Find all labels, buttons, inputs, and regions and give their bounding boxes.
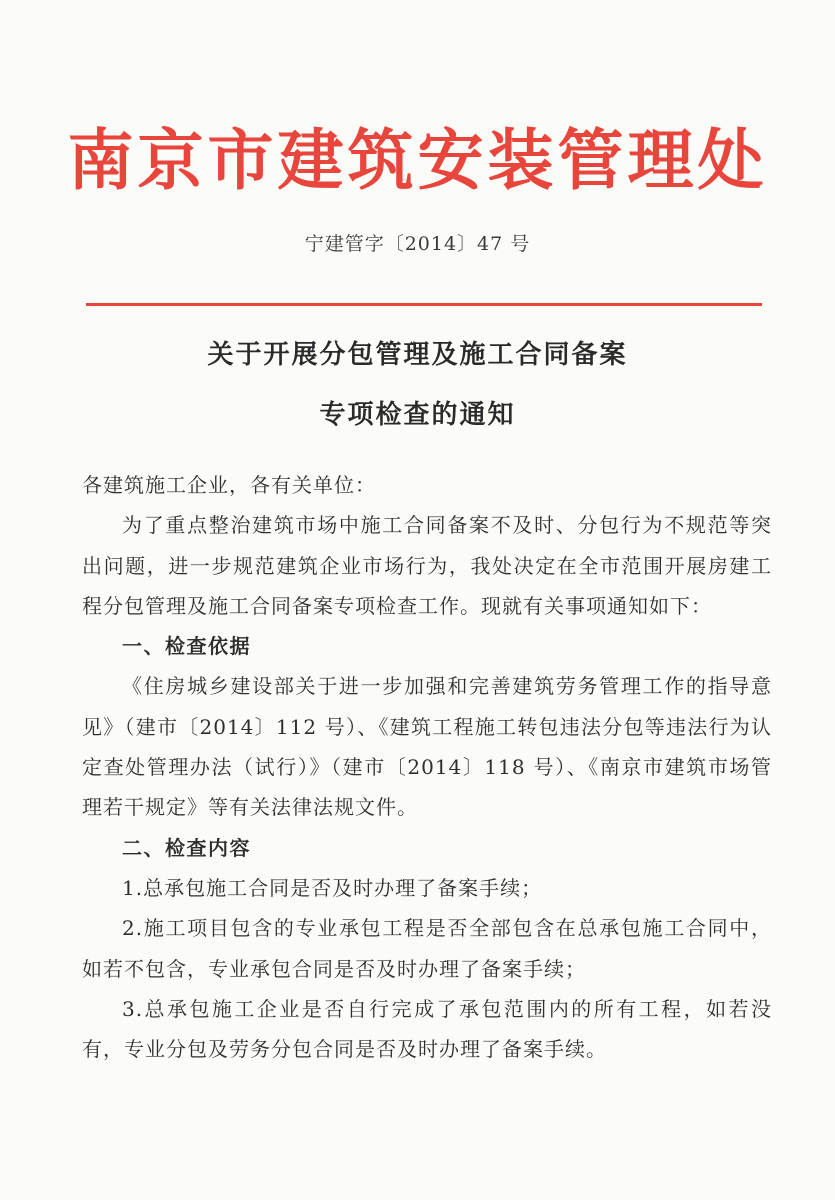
check-item-1: 1.总承包施工合同是否及时办理了备案手续；	[122, 875, 543, 900]
notice-title-line-1: 关于开展分包管理及施工合同备案	[207, 340, 628, 370]
section-heading-basis: 一、检查依据	[122, 634, 251, 659]
letterhead-divider	[86, 303, 762, 306]
notice-body	[82, 465, 772, 1069]
notice-title-line-2: 专项检查的通知	[319, 400, 516, 430]
check-item-3: 3.总承包施工企业是否自行完成了承包范围内的所有工程，如若没有，专业分包及劳务分包合同是否及时办理了备案手续。	[82, 996, 772, 1062]
section-paragraph: 《住房城乡建设部关于进一步加强和完善建筑劳务管理工作的指导意见》（建市〔2014〕112 号）、《建筑工程施工转包违法分包等违法行为认定查处管理办法（试行）》（建市〔2014〕118 号）、《南京市建筑市场管理若干规定》等有关法律法规文件。	[82, 674, 772, 820]
letterhead-org-name: 南京市建筑安装管理处	[67, 121, 768, 199]
salutation: 各建筑施工企业，各有关单位：	[82, 473, 376, 497]
check-item-2: 2.施工项目包含的专业承包工程是否全部包含在总承包施工合同中，如若不包含，专业承包合同是否及时办理了备案手续；	[82, 916, 772, 981]
section-heading-content: 二、检查内容	[122, 835, 251, 860]
intro-paragraph: 为了重点整治建筑市场中施工合同备案不及时、分包行为不规范等突出问题，进一步规范建筑企业市场行为，我处决定在全市范围开展房建工程分包管理及施工合同备案专项检查工作。现就有关事项通知如下：	[82, 513, 772, 618]
document-number: 宁建管字〔2014〕47 号	[304, 233, 531, 255]
